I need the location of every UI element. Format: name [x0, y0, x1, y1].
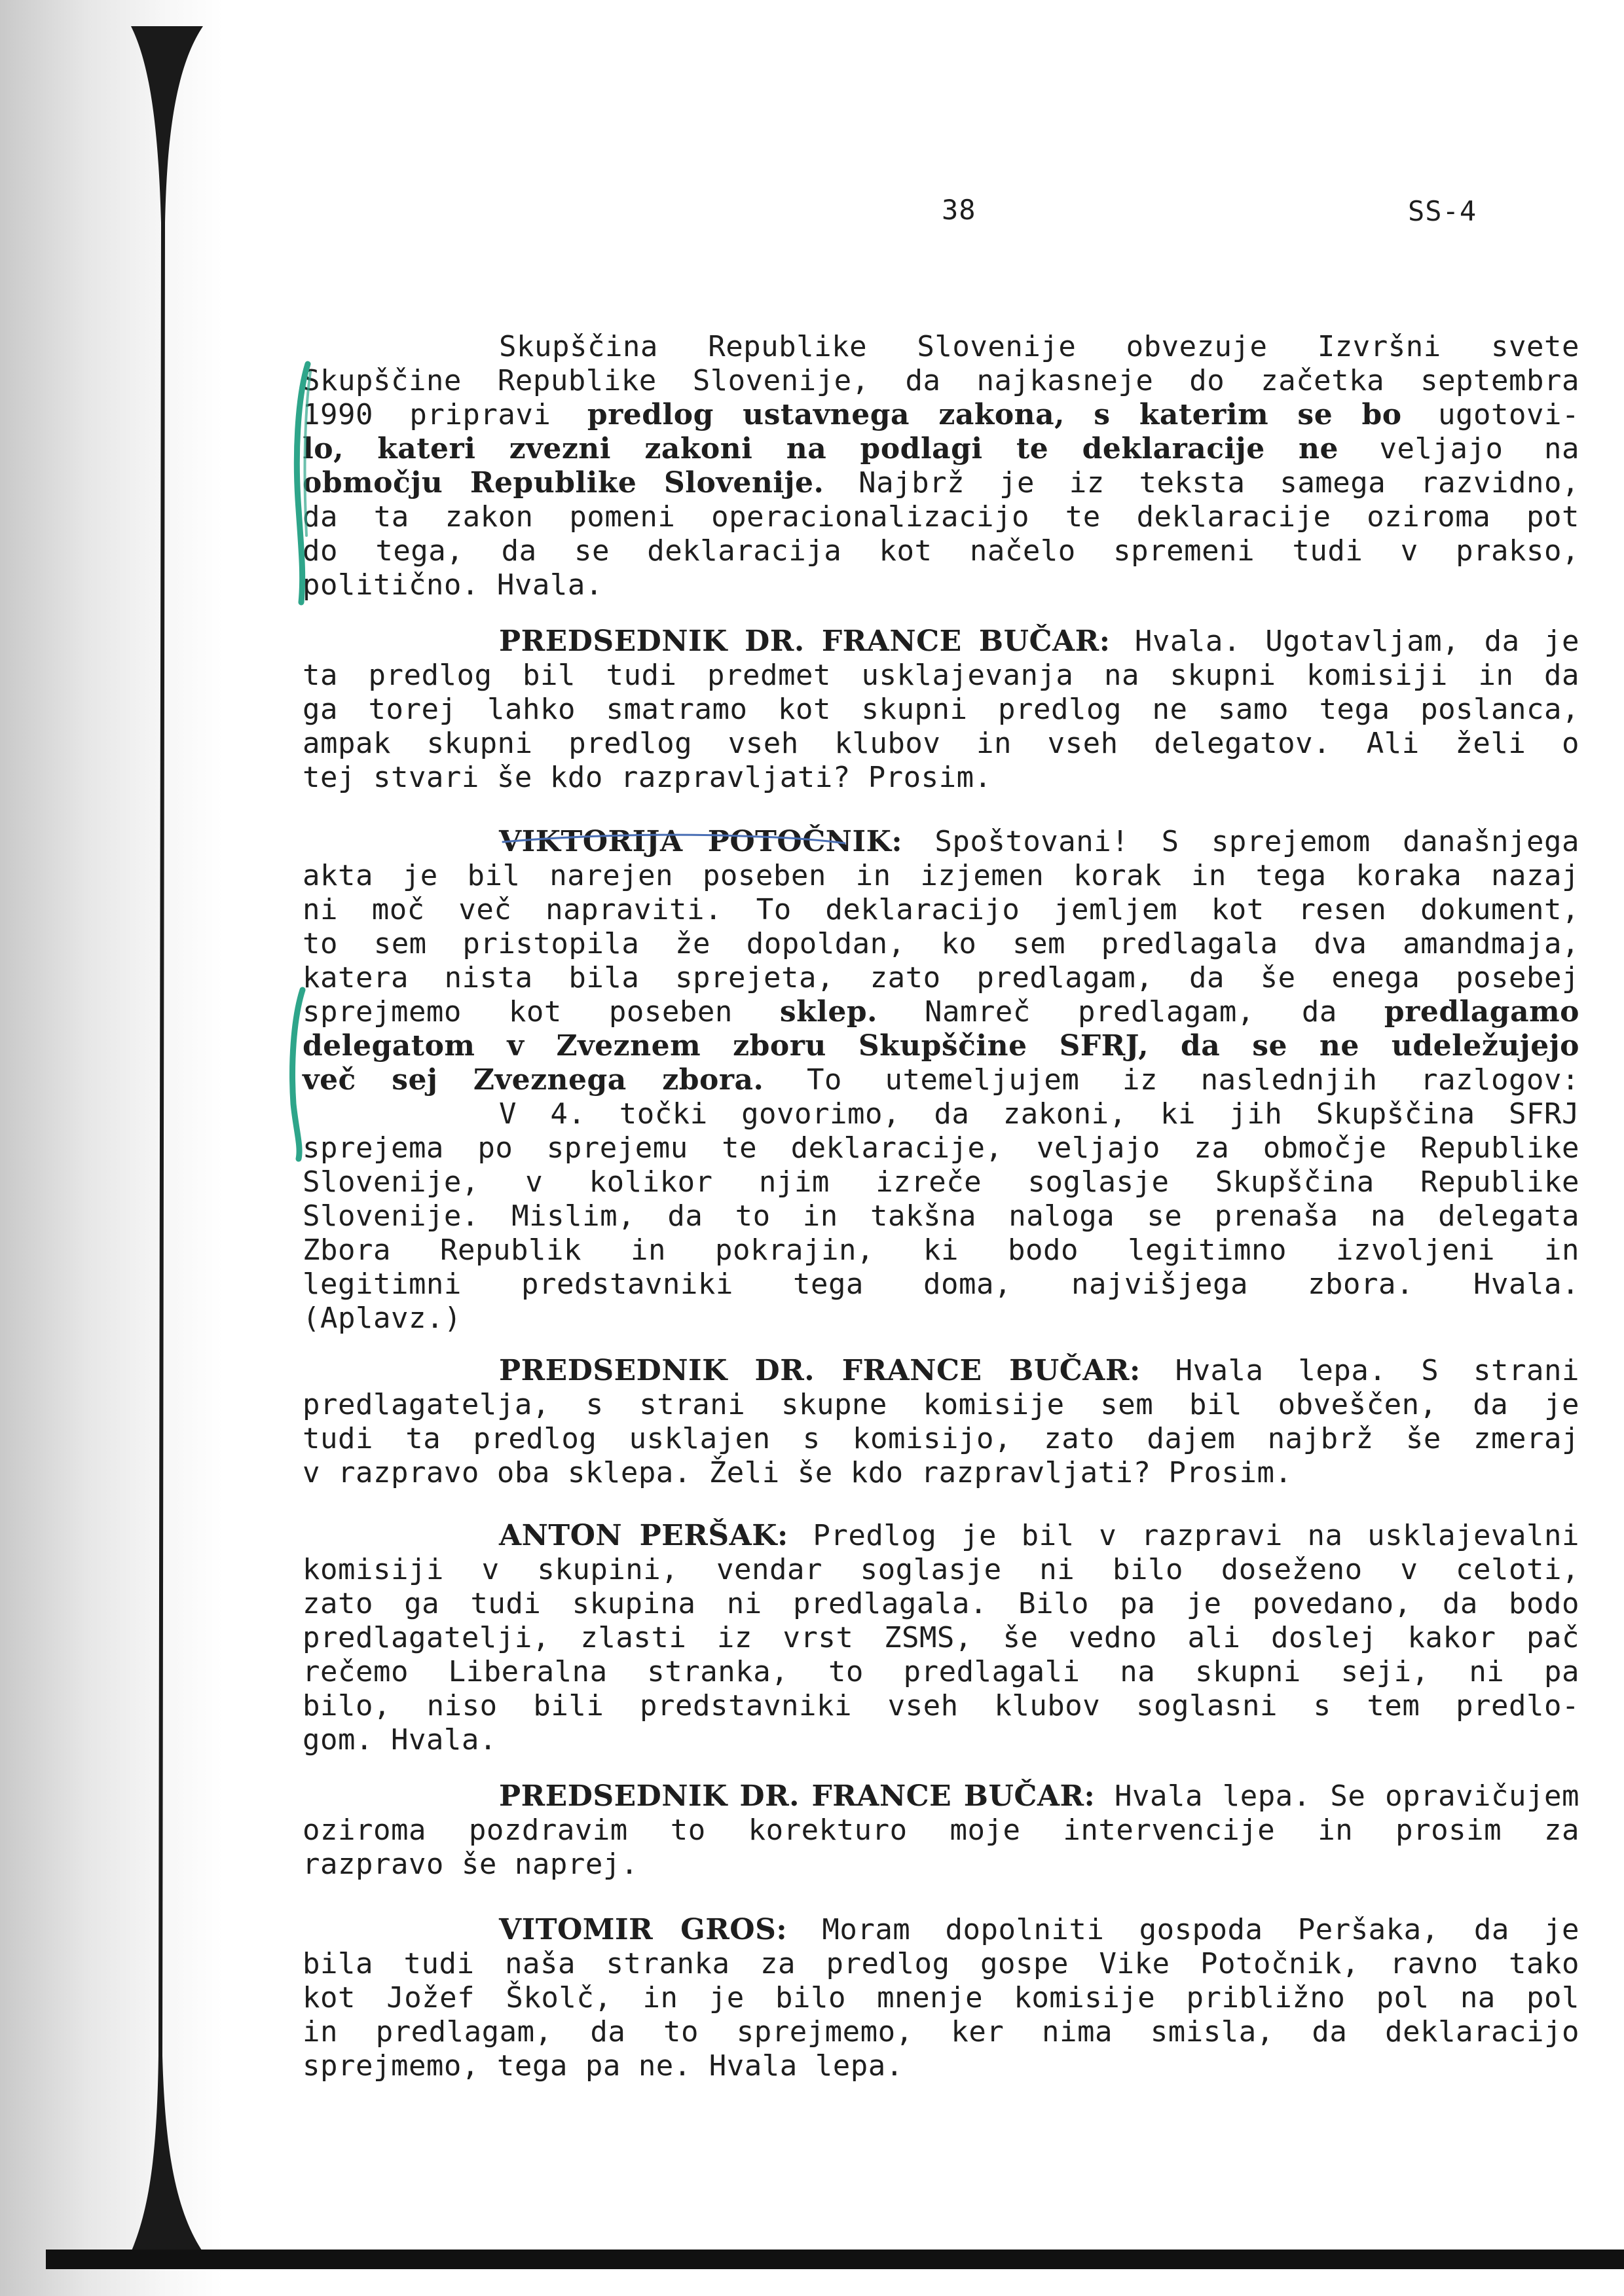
speaker-name: ANTON PERŠAK:: [499, 1519, 788, 1552]
text-run: v razpravo oba sklepa. Želi še kdo razpravljati? Prosim.: [303, 1456, 1293, 1489]
text-line: [303, 1587, 1579, 1621]
text-line: [303, 995, 1579, 1029]
text-line: [303, 859, 1579, 893]
text-run: bila tudi naša stranka za predlog gospe Vike Potočnik, ravno tako: [303, 1947, 1579, 1980]
paragraph-bucar-1: [303, 625, 1579, 795]
bold-text-run: več sej Zveznega zbora.: [303, 1063, 764, 1097]
text-line: [303, 364, 1579, 398]
text-run: tudi ta predlog usklajen s komisijo, zato dajem najbrž še zmeraj: [303, 1422, 1579, 1455]
text-line: [303, 1267, 1579, 1302]
text-line: [303, 1848, 1579, 1882]
text-line: [303, 1029, 1579, 1063]
text-line: [303, 534, 1579, 568]
text-run: da ta zakon pomeni operacionalizacijo te deklaracije oziroma pot: [303, 500, 1579, 534]
bold-text-run: območju Republike Slovenije.: [303, 466, 824, 500]
text-run: oziroma pozdravim to korekturo moje intervencije in prosim za: [303, 1813, 1579, 1847]
underline-mark: [498, 824, 851, 850]
paragraph-bucar-2: [303, 1354, 1579, 1490]
text-run: komisiji v skupini, vendar soglasje ni bilo doseženo v celoti,: [303, 1553, 1579, 1586]
text-line: [303, 1456, 1579, 1490]
text-line: [303, 1131, 1579, 1165]
text-line: [303, 761, 1579, 795]
text-line: [303, 1422, 1579, 1456]
text-line: [303, 1519, 1579, 1553]
document-code: SS-4: [1408, 195, 1477, 227]
text-line: [303, 1354, 1579, 1388]
text-run: sprejmemo, tega pa ne. Hvala lepa.: [303, 2049, 904, 2083]
text-run: rečemo Liberalna stranka, to predlagali na skupni seji, ni pa: [303, 1655, 1579, 1688]
page-number: 38: [942, 194, 976, 226]
text-line: [303, 1233, 1579, 1267]
text-line: [303, 1553, 1579, 1587]
text-line: [303, 1302, 1579, 1336]
text-run: Zbora Republik in pokrajin, ki bodo legitimno izvoljeni in: [303, 1233, 1579, 1267]
bold-text-run: predlagamo: [1384, 995, 1579, 1029]
binding-shadow: [131, 26, 203, 2252]
text-run: Hvala. Ugotavljam, da je: [1110, 625, 1579, 658]
text-line: [303, 432, 1579, 466]
text-line: [303, 927, 1579, 961]
bold-text-run: delegatom v Zveznem zboru Skupščine SFRJ, da se ne udeležujejo: [303, 1029, 1579, 1063]
text-run: predlagatelji, zlasti iz vrst ZSMS, še vedno ali doslej kakor pač: [303, 1621, 1579, 1654]
text-line: [303, 727, 1579, 761]
text-run: To utemeljujem iz naslednjih razlogov:: [764, 1063, 1579, 1097]
text-line: [303, 1621, 1579, 1655]
text-run: bilo, niso bili predstavniki vseh klubov soglasni s tem predlo-: [303, 1689, 1579, 1722]
text-run: ampak skupni predlog vseh klubov in vseh delegatov. Ali želi o: [303, 727, 1579, 760]
paragraph-resolution: [303, 330, 1579, 602]
text-run: Predlog je bil v razpravi na usklajevalni: [788, 1519, 1579, 1552]
text-run: Moram dopolniti gospoda Peršaka, da je: [787, 1913, 1579, 1946]
paragraph-potocnik: [303, 825, 1579, 1336]
text-run: akta je bil narejen poseben in izjemen korak in tega koraka nazaj: [303, 859, 1579, 892]
text-run: politično. Hvala.: [303, 568, 603, 602]
text-line: [303, 568, 1579, 602]
text-run: ni moč več napraviti. To deklaracijo jemljem kot resen dokument,: [303, 893, 1579, 926]
text-run: legitimni predstavniki tega doma, najvišjega zbora. Hvala.: [303, 1267, 1579, 1301]
text-run: Hvala lepa. Se opravičujem: [1095, 1779, 1579, 1813]
text-run: Najbrž je iz teksta samega razvidno,: [824, 466, 1580, 500]
text-run: Namreč predlagam, da: [877, 995, 1384, 1029]
text-run: ugotovi-: [1401, 398, 1579, 431]
text-line: [303, 1913, 1579, 1947]
text-line: [303, 659, 1579, 693]
text-line: [303, 500, 1579, 534]
text-line: [303, 1165, 1579, 1199]
text-run: katera nista bila sprejeta, zato predlagam, da še enega posebej: [303, 961, 1579, 994]
text-run: Skupščina Republike Slovenije obvezuje Izvršni svete: [499, 330, 1579, 363]
speaker-name: PREDSEDNIK DR. FRANCE BUČAR:: [499, 625, 1111, 658]
text-line: [303, 1097, 1579, 1131]
text-line: [303, 625, 1579, 659]
text-line: [303, 893, 1579, 927]
text-run: tej stvari še kdo razpravljati? Prosim.: [303, 761, 992, 794]
text-run: predlagatelja, s strani skupne komisije sem bil obveščen, da je: [303, 1388, 1579, 1421]
text-line: [303, 1199, 1579, 1233]
speaker-name: PREDSEDNIK DR. FRANCE BUČAR:: [499, 1779, 1096, 1813]
text-run: sprejema po sprejemu te deklaracije, veljajo za območje Republike: [303, 1131, 1579, 1165]
paragraph-bucar-3: [303, 1779, 1579, 1882]
text-run: (Aplavz.): [303, 1302, 462, 1335]
text-run: gom. Hvala.: [303, 1723, 497, 1757]
text-line: [303, 1779, 1579, 1813]
text-run: zato ga tudi skupina ni predlagala. Bilo pa je povedano, da bodo: [303, 1587, 1579, 1620]
text-run: do tega, da se deklaracija kot načelo spremeni tudi v prakso,: [303, 534, 1579, 568]
text-run: Hvala lepa. S strani: [1140, 1354, 1579, 1387]
text-line: [303, 330, 1579, 364]
text-run: 1990 pripravi: [303, 398, 587, 431]
text-run: veljajo na: [1338, 432, 1579, 465]
text-run: kot Jožef Školč, in je bilo mnenje komisije približno pol na pol: [303, 1981, 1579, 2014]
text-run: razpravo še naprej.: [303, 1848, 638, 1881]
text-line: [303, 2015, 1579, 2049]
speaker-name: PREDSEDNIK DR. FRANCE BUČAR:: [499, 1354, 1141, 1387]
text-line: [303, 466, 1579, 500]
margin-highlight-mark: [282, 359, 321, 608]
text-run: Slovenije. Mislim, da to in takšna naloga se prenaša na delegata: [303, 1199, 1579, 1233]
speaker-name: VIKTORIJA POTOČNIK:: [499, 825, 903, 858]
text-run: in predlagam, da to sprejmemo, ker nima smisla, da deklaracijo: [303, 2015, 1579, 2049]
text-line: [303, 1063, 1579, 1097]
text-run: V 4. točki govorimo, da zakoni, ki jih Skupščina SFRJ: [499, 1097, 1579, 1131]
text-line: [303, 1947, 1579, 1981]
scan-bottom-band: [46, 2250, 1624, 2269]
text-line: [303, 693, 1579, 727]
text-line: [303, 1388, 1579, 1422]
text-run: ga torej lahko smatramo kot skupni predlog ne samo tega poslanca,: [303, 693, 1579, 726]
text-line: [303, 398, 1579, 432]
text-run: sprejmemo kot poseben: [303, 995, 780, 1029]
text-run: Spoštovani! S sprejemom današnjega: [902, 825, 1579, 858]
paragraph-gros: [303, 1913, 1579, 2083]
text-line: [303, 1981, 1579, 2015]
bold-text-run: lo, kateri zvezni zakoni na podlagi te deklaracije ne: [303, 432, 1339, 465]
margin-highlight-mark: [278, 986, 317, 1163]
bold-text-run: sklep.: [779, 995, 877, 1029]
paragraph-persak: [303, 1519, 1579, 1757]
text-line: [303, 825, 1579, 859]
text-line: [303, 1689, 1579, 1723]
text-line: [303, 1813, 1579, 1848]
text-run: to sem pristopila že dopoldan, ko sem predlagala dva amandmaja,: [303, 927, 1579, 960]
text-run: ta predlog bil tudi predmet usklajevanja na skupni komisiji in da: [303, 659, 1579, 692]
text-line: [303, 961, 1579, 995]
text-run: Slovenije, v kolikor njim izreče soglasje Skupščina Republike: [303, 1165, 1579, 1199]
text-run: Skupščine Republike Slovenije, da najkasneje do začetka septembra: [303, 364, 1579, 397]
text-line: [303, 1655, 1579, 1689]
text-line: [303, 1723, 1579, 1757]
text-line: [303, 2049, 1579, 2083]
speaker-name: VITOMIR GROS:: [499, 1913, 788, 1946]
bold-text-run: predlog ustavnega zakona, s katerim se bo: [587, 398, 1402, 431]
